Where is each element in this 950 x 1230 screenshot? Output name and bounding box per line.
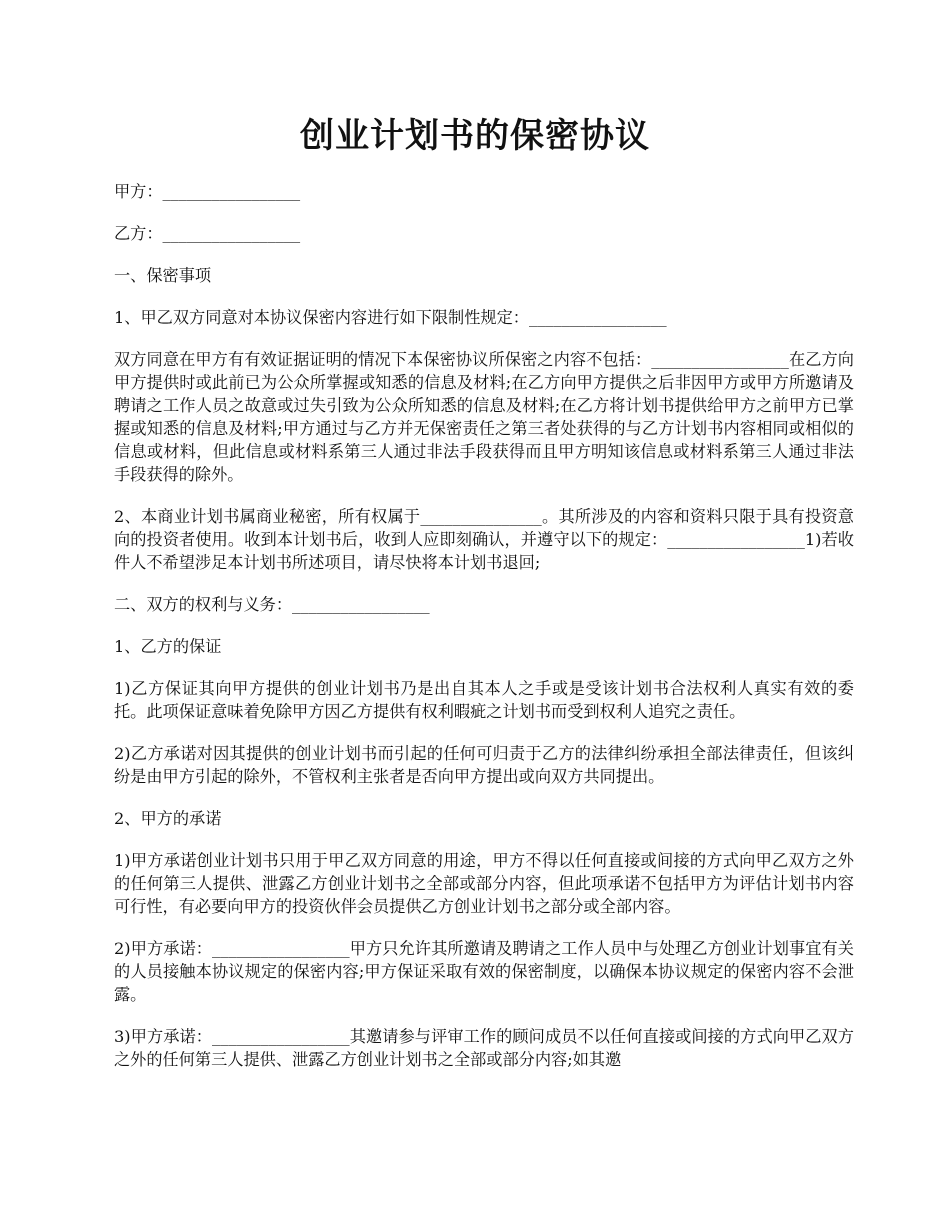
exclusions-paragraph: 双方同意在甲方有有效证据证明的情况下本保密协议所保密之内容不包括：_________________在乙方向甲方提供时或此前已为公众所掌握或知悉的信息及材料;在乙方向甲方提供之后非因甲方或甲方所邀请及聘请之工作人员之故意或过失引致为公众所知悉的信息及材料;在乙方将计划书提供给甲方之前甲方已掌握或知悉的信息及材料;甲方通过与乙方并无保密责任之第三者处获得的与乙方计划书内容相同或相似的信息或材料，但此信息或材料系第三人通过非法手段获得而且甲方明知该信息或材料系第三人通过非法手段获得的除外。 xyxy=(114,350,854,484)
section-heading-confidential-matters: 一、保密事项 xyxy=(114,266,212,285)
clause-1-restrictions: 1、甲乙双方同意对本协议保密内容进行如下限制性规定：_________________ xyxy=(114,308,667,327)
party-a-line: 甲方：_________________ xyxy=(114,182,301,201)
party-b-guarantee-1: 1)乙方保证其向甲方提供的创业计划书乃是出自其本人之手或是受该计划书合法权利人真实有效的委托。此项保证意味着免除甲方因乙方提供有权利暇疵之计划书而受到权利人追究之责任。 xyxy=(114,679,854,721)
party-a-commitment-1: 1)甲方承诺创业计划书只用于甲乙双方同意的用途，甲方不得以任何直接或间接的方式向甲乙双方之外的任何第三人提供、泄露乙方创业计划书之全部或部分内容，但此项承诺不包括甲方为评估计划书内容可行性，有必要向甲方的投资伙伴会员提供乙方创业计划书之部分或全部内容。 xyxy=(114,851,854,916)
subheading-party-a-commitment: 2、甲方的承诺 xyxy=(114,809,222,828)
party-b-line: 乙方：_________________ xyxy=(114,224,301,243)
party-a-commitment-2: 2)甲方承诺：_________________甲方只允许其所邀请及聘请之工作人员中与处理乙方创业计划事宜有关的人员接触本协议规定的保密内容;甲方保证采取有效的保密制度，以确保本协议规定的保密内容不会泄露。 xyxy=(114,939,854,1004)
party-a-commitment-3: 3)甲方承诺：_________________其邀请参与评审工作的顾问成员不以任何直接或间接的方式向甲乙双方之外的任何第三人提供、泄露乙方创业计划书之全部或部分内容;如其邀 xyxy=(114,1027,854,1069)
party-b-guarantee-2: 2)乙方承诺对因其提供的创业计划书而引起的任何可归责于乙方的法律纠纷承担全部法律责任，但该纠纷是由甲方引起的除外，不管权利主张者是否向甲方提出或向双方共同提出。 xyxy=(114,744,854,786)
subheading-party-b-guarantee: 1、乙方的保证 xyxy=(114,637,222,656)
section-heading-rights-obligations: 二、双方的权利与义务：_________________ xyxy=(114,595,430,614)
clause-2-trade-secret: 2、本商业计划书属商业秘密，所有权属于_______________。其所涉及的内容和资料只限于具有投资意向的投资者使用。收到本计划书后，收到人应即刻确认，并遵守以下的规定：_________________1)若收件人不希望涉足本计划书所述项目，请尽快将本计划书退回; xyxy=(114,507,854,572)
document-title: 创业计划书的保密协议 xyxy=(300,116,650,156)
document-body xyxy=(114,180,854,1090)
